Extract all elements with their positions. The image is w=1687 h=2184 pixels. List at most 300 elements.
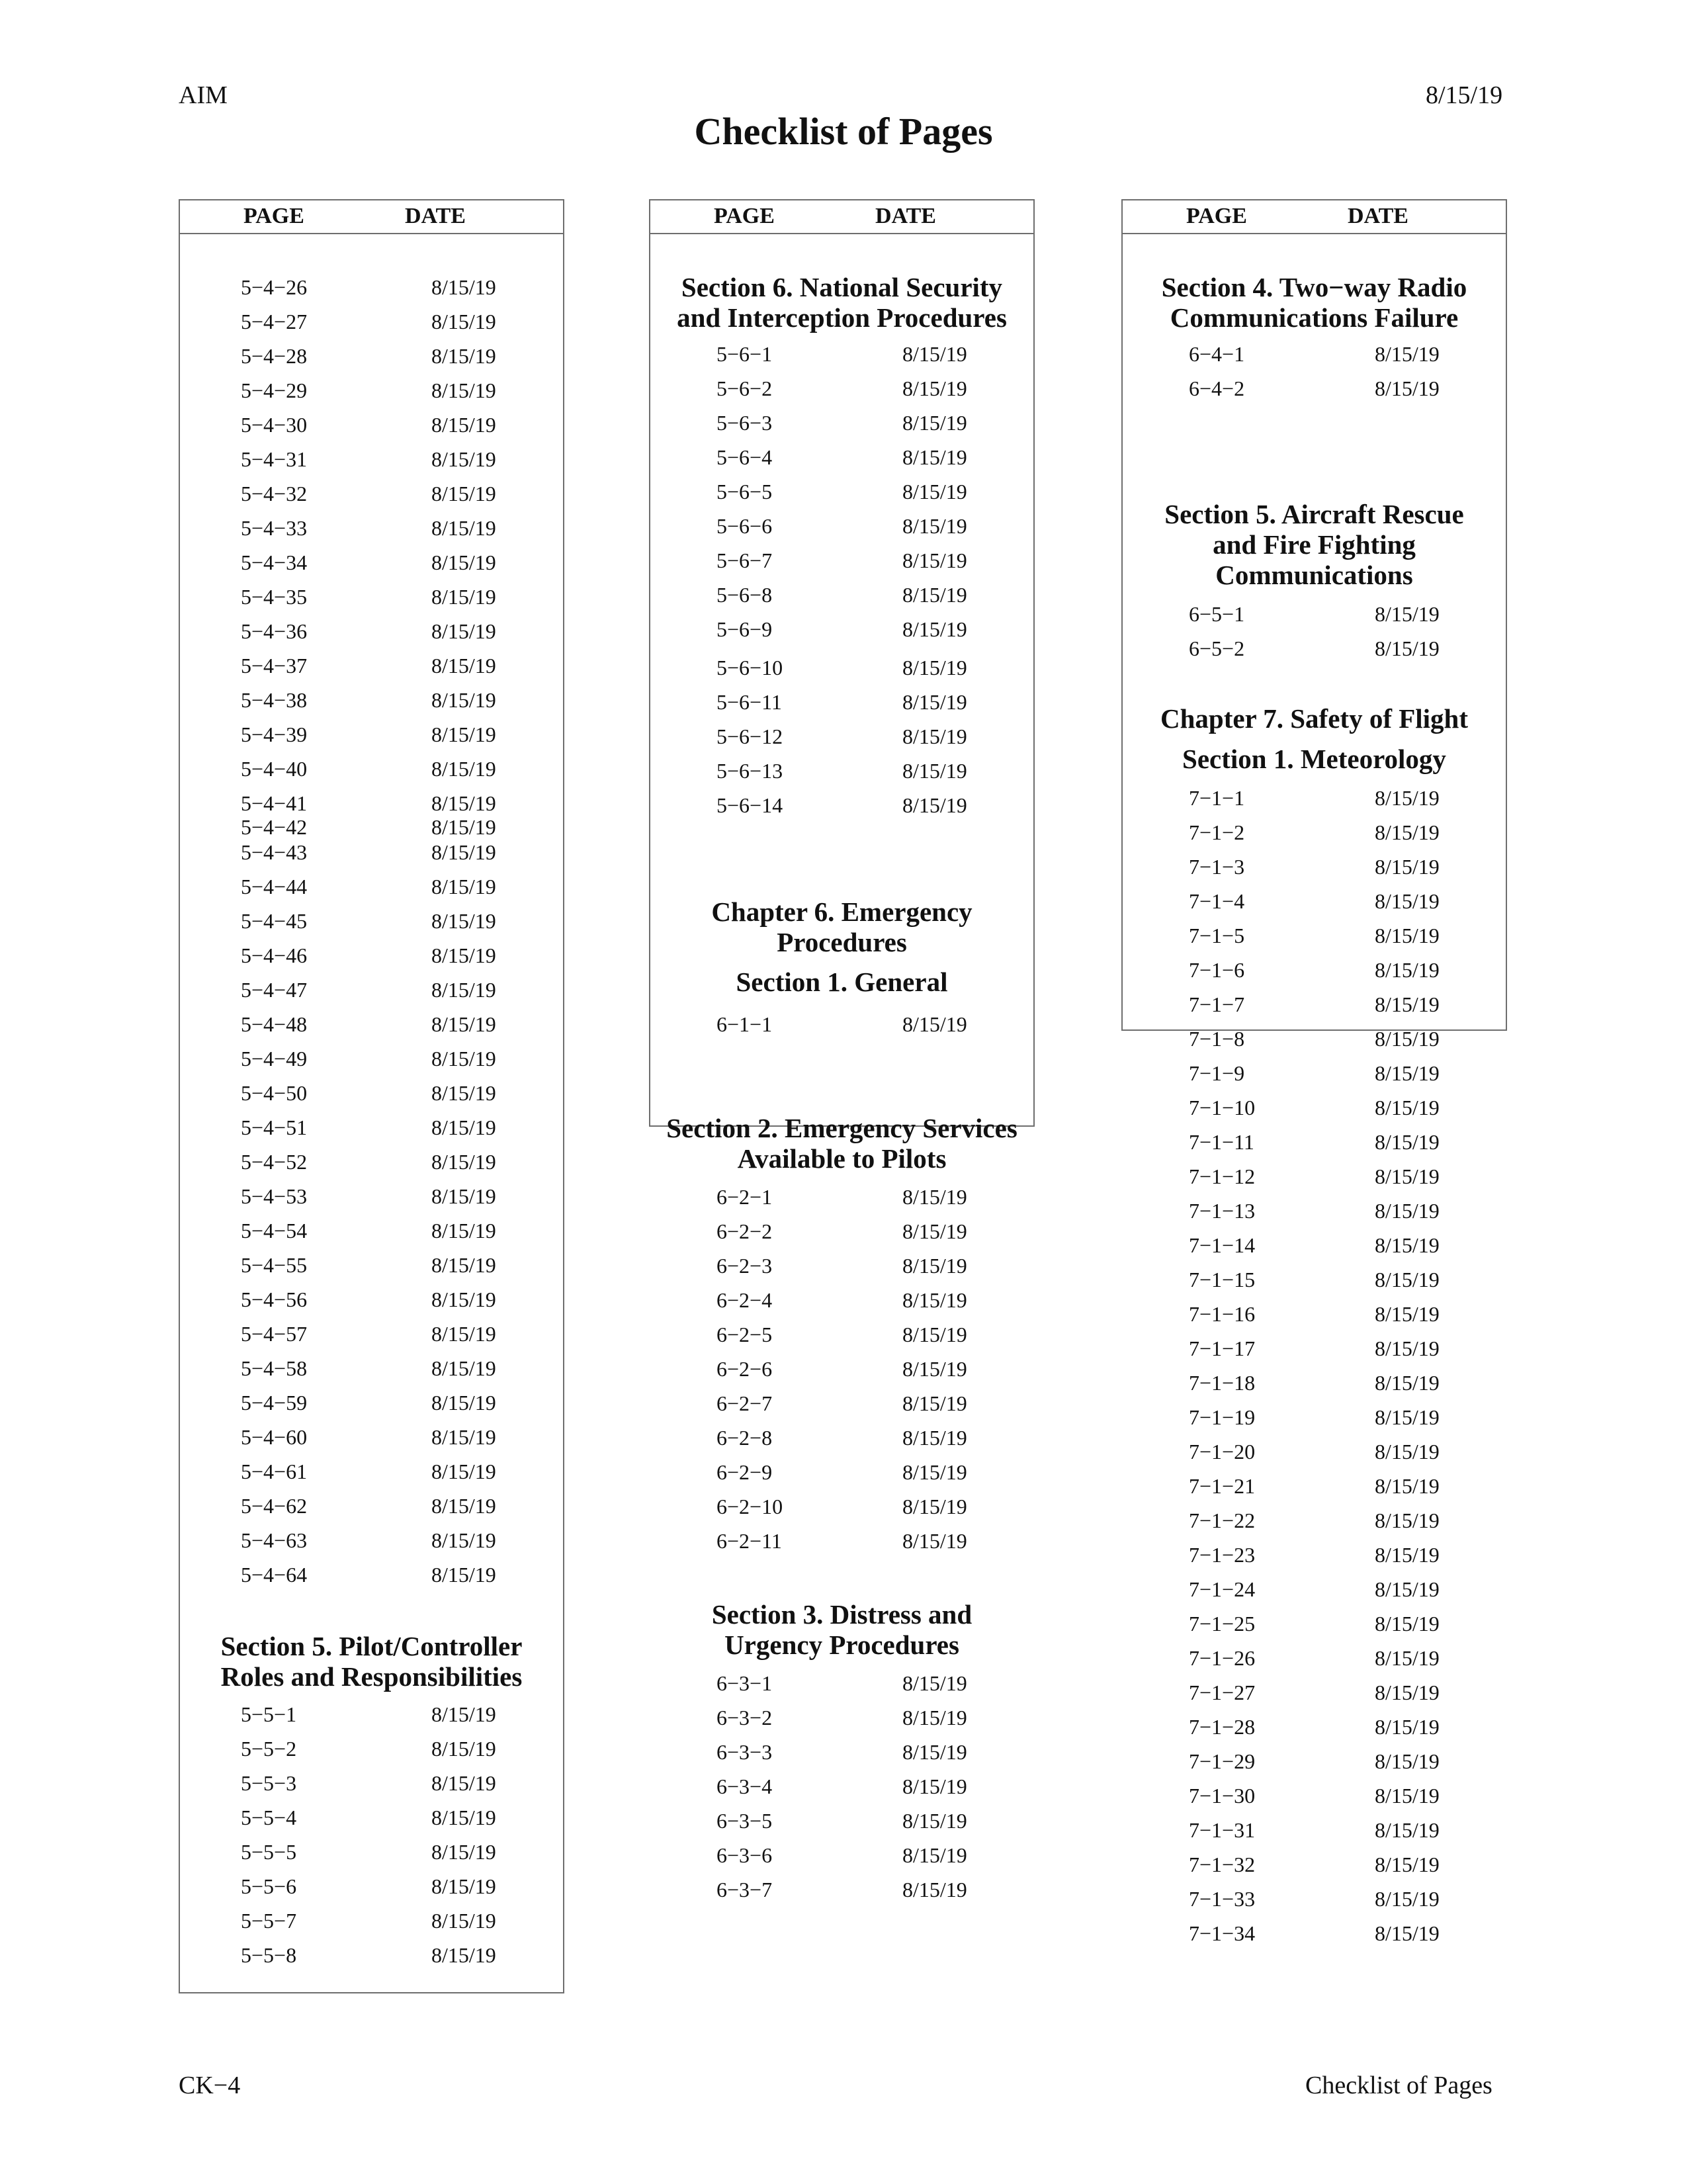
- page-date: 8/15/19: [431, 1874, 496, 1898]
- page-date: 8/15/19: [1375, 1130, 1440, 1154]
- page-date: 8/15/19: [1375, 1681, 1440, 1704]
- page-number: 5−5−5: [241, 1840, 297, 1864]
- section-heading: Section 1. Meteorology: [1182, 744, 1446, 774]
- page-date: 8/15/19: [1375, 1027, 1440, 1051]
- page-number: 7−1−17: [1189, 1336, 1256, 1360]
- page-number: 5−4−61: [241, 1460, 308, 1483]
- checklist-row: [180, 343, 563, 369]
- date-column-label: DATE: [875, 204, 936, 228]
- checklist-row: [180, 1011, 563, 1037]
- page-date: 8/15/19: [431, 1150, 496, 1174]
- checklist-row: [1123, 1886, 1506, 1912]
- checklist-row: [1123, 1714, 1506, 1740]
- page-date: 8/15/19: [902, 445, 967, 469]
- page-date: 8/15/19: [1375, 924, 1440, 947]
- checklist-row: [180, 1045, 563, 1072]
- checklist-row: [1123, 1129, 1506, 1155]
- page-number: 6−2−6: [716, 1357, 773, 1381]
- page-date: 8/15/19: [431, 1528, 496, 1552]
- page-date: 8/15/19: [902, 342, 967, 366]
- page-date: 8/15/19: [1375, 1061, 1440, 1085]
- checklist-row: [650, 478, 1033, 505]
- checklist-row: [180, 721, 563, 748]
- checklist-row: [1123, 1232, 1506, 1258]
- page-number: 5−4−42: [241, 815, 308, 839]
- checklist-row: [1123, 1370, 1506, 1396]
- page-date: 8/15/19: [431, 909, 496, 933]
- section-heading: Section 5. Pilot/Controller Roles and Responsibilities: [220, 1631, 523, 1692]
- page-date: 8/15/19: [431, 1184, 496, 1208]
- page-number: 5−4−26: [241, 275, 308, 299]
- page-number: 6−3−6: [716, 1843, 773, 1867]
- page-date: 8/15/19: [1375, 1749, 1440, 1773]
- checklist-row: [650, 1528, 1033, 1554]
- page-number: 5−6−5: [716, 480, 773, 503]
- checklist-row: [180, 377, 563, 404]
- page-number: 5−4−43: [241, 840, 308, 864]
- checklist-row: [1123, 635, 1506, 662]
- page-date: 8/15/19: [1375, 1302, 1440, 1326]
- checklist-row: [650, 616, 1033, 642]
- page-number: 6−3−1: [716, 1671, 773, 1695]
- checklist-row: [650, 689, 1033, 715]
- section-heading: Chapter 6. Emergency Procedures: [711, 896, 973, 957]
- checklist-row: [180, 977, 563, 1003]
- page-number: 5−4−63: [241, 1528, 308, 1552]
- checklist-row: [1123, 1198, 1506, 1224]
- page-date: 8/15/19: [1375, 786, 1440, 810]
- footer-page-number: CK−4: [179, 2072, 241, 2099]
- section-heading: Chapter 7. Safety of Flight: [1160, 703, 1468, 734]
- page-number: 5−4−41: [241, 791, 308, 815]
- page-date: 8/15/19: [1375, 1268, 1440, 1291]
- checklist-row: [650, 792, 1033, 818]
- page-number: 5−4−39: [241, 722, 308, 746]
- page-date: 8/15/19: [431, 978, 496, 1002]
- page-date: 8/15/19: [902, 1012, 967, 1036]
- checklist-row: [180, 839, 563, 865]
- checklist-row: [1123, 853, 1506, 880]
- page-number: 5−4−46: [241, 943, 308, 967]
- page-number: 5−4−35: [241, 585, 308, 609]
- page-number: 7−1−21: [1189, 1474, 1256, 1498]
- checklist-row: [650, 1252, 1033, 1279]
- page-date: 8/15/19: [431, 815, 496, 839]
- checklist-row: [650, 341, 1033, 367]
- page-number: 7−1−33: [1189, 1887, 1256, 1911]
- page-number: 7−1−3: [1189, 855, 1245, 879]
- page-date: 8/15/19: [1375, 1199, 1440, 1223]
- page-number: 7−1−2: [1189, 820, 1245, 844]
- checklist-row: [1123, 601, 1506, 627]
- checklist-column-1: [179, 199, 564, 1993]
- page-number: 6−2−10: [716, 1495, 783, 1518]
- page-number: 5−4−64: [241, 1563, 308, 1587]
- checklist-row: [1123, 1542, 1506, 1568]
- checklist-row: [180, 274, 563, 300]
- page-number: 5−4−54: [241, 1219, 308, 1243]
- page-number: 5−5−4: [241, 1806, 297, 1829]
- footer-title: Checklist of Pages: [1305, 2072, 1492, 2099]
- page-number: 7−1−13: [1189, 1199, 1256, 1223]
- page-number: 7−1−6: [1189, 958, 1245, 982]
- checklist-row: [650, 654, 1033, 681]
- page-number: 6−4−1: [1189, 342, 1245, 366]
- checklist-row: [180, 652, 563, 679]
- page-date: 8/15/19: [902, 759, 967, 783]
- page-date: 8/15/19: [431, 1356, 496, 1380]
- page-number: 5−6−13: [716, 759, 783, 783]
- page-number: 7−1−8: [1189, 1027, 1245, 1051]
- page-number: 7−1−25: [1189, 1612, 1256, 1636]
- page-date: 8/15/19: [1375, 1921, 1440, 1945]
- page-number: 5−4−50: [241, 1081, 308, 1105]
- page-date: 8/15/19: [902, 514, 967, 538]
- page-date: 8/15/19: [902, 1878, 967, 1901]
- header-date: 8/15/19: [1426, 81, 1503, 109]
- page-number: 7−1−14: [1189, 1233, 1256, 1257]
- page-number: 7−1−5: [1189, 924, 1245, 947]
- checklist-row: [650, 1493, 1033, 1520]
- checklist-row: [1123, 1094, 1506, 1121]
- page-date: 8/15/19: [431, 1460, 496, 1483]
- page-number: 5−4−32: [241, 482, 308, 505]
- page-number: 5−4−33: [241, 516, 308, 540]
- page-date: 8/15/19: [431, 447, 496, 471]
- page-number: 5−6−2: [716, 376, 773, 400]
- page-date: 8/15/19: [902, 1185, 967, 1209]
- page-number: 5−6−11: [716, 690, 782, 714]
- page-number: 6−1−1: [716, 1012, 773, 1036]
- page-date: 8/15/19: [431, 1563, 496, 1587]
- page-date: 8/15/19: [1375, 602, 1440, 626]
- checklist-row: [650, 1011, 1033, 1037]
- page-date: 8/15/19: [1375, 1474, 1440, 1498]
- checklist-row: [650, 513, 1033, 539]
- page-date: 8/15/19: [1375, 1543, 1440, 1567]
- checklist-row: [650, 444, 1033, 470]
- checklist-row: [180, 1735, 563, 1762]
- checklist-row: [1123, 957, 1506, 983]
- page-number: 5−4−53: [241, 1184, 308, 1208]
- page-number: 5−4−57: [241, 1322, 308, 1346]
- page-date: 8/15/19: [431, 943, 496, 967]
- checklist-row: [650, 1459, 1033, 1485]
- checklist-row: [180, 1770, 563, 1796]
- page-date: 8/15/19: [431, 1322, 496, 1346]
- column-header: [650, 200, 1033, 234]
- page-number: 7−1−20: [1189, 1440, 1256, 1463]
- page-date: 8/15/19: [902, 1529, 967, 1553]
- section-heading: Section 3. Distress and Urgency Procedures: [711, 1599, 973, 1660]
- page-number: 5−6−7: [716, 548, 773, 572]
- checklist-row: [650, 1218, 1033, 1245]
- page-date: 8/15/19: [902, 376, 967, 400]
- checklist-row: [180, 873, 563, 900]
- checklist-row: [180, 1149, 563, 1175]
- column-header: [1123, 200, 1506, 234]
- page-date: 8/15/19: [431, 378, 496, 402]
- page-date: 8/15/19: [1375, 376, 1440, 400]
- checklist-row: [650, 1670, 1033, 1696]
- page-date: 8/15/19: [431, 550, 496, 574]
- page-number: 7−1−12: [1189, 1164, 1256, 1188]
- section-heading: Section 5. Aircraft Rescue and Fire Fighting Communications: [1164, 499, 1464, 590]
- checklist-row: [1123, 1507, 1506, 1534]
- page-date: 8/15/19: [431, 1219, 496, 1243]
- checklist-row: [180, 1804, 563, 1831]
- page-number: 7−1−7: [1189, 992, 1245, 1016]
- page-number: 5−6−10: [716, 656, 783, 679]
- page-number: 7−1−23: [1189, 1543, 1256, 1567]
- page-date: 8/15/19: [902, 1254, 967, 1278]
- checklist-row: [1123, 1817, 1506, 1843]
- checklist-row: [1123, 1060, 1506, 1086]
- checklist-row: [650, 1773, 1033, 1800]
- column-header: [180, 200, 563, 234]
- page-date: 8/15/19: [431, 1943, 496, 1967]
- page-number: 5−4−47: [241, 978, 308, 1002]
- page-date: 8/15/19: [1375, 889, 1440, 913]
- page-number: 5−4−44: [241, 875, 308, 898]
- page-number: 7−1−29: [1189, 1749, 1256, 1773]
- page-date: 8/15/19: [1375, 1715, 1440, 1739]
- page-date: 8/15/19: [902, 1671, 967, 1695]
- page-date: 8/15/19: [431, 688, 496, 712]
- page-number: 5−6−9: [716, 617, 773, 641]
- page-date: 8/15/19: [902, 1495, 967, 1518]
- checklist-row: [650, 1390, 1033, 1417]
- page-number: 5−4−60: [241, 1425, 308, 1449]
- page-number: 5−4−56: [241, 1288, 308, 1311]
- checklist-row: [180, 1561, 563, 1588]
- page-date: 8/15/19: [902, 1357, 967, 1381]
- page-date: 8/15/19: [431, 1702, 496, 1726]
- page-number: 5−5−2: [241, 1737, 297, 1761]
- checklist-row: [650, 1184, 1033, 1210]
- checklist-row: [650, 723, 1033, 750]
- header-left: AIM: [179, 81, 228, 109]
- checklist-row: [180, 549, 563, 576]
- page-number: 6−4−2: [1189, 376, 1245, 400]
- page-date: 8/15/19: [431, 516, 496, 540]
- page-number: 5−5−3: [241, 1771, 297, 1795]
- checklist-row: [1123, 785, 1506, 811]
- page-number: 6−3−3: [716, 1740, 773, 1764]
- page-date: 8/15/19: [1375, 1371, 1440, 1395]
- page-number: 6−2−2: [716, 1219, 773, 1243]
- page-date: 8/15/19: [902, 1460, 967, 1484]
- page-number: 5−4−27: [241, 310, 308, 333]
- page-date: 8/15/19: [1375, 1164, 1440, 1188]
- page-date: 8/15/19: [431, 1737, 496, 1761]
- checklist-row: [180, 942, 563, 969]
- page-date: 8/15/19: [431, 1391, 496, 1415]
- page-date: 8/15/19: [902, 480, 967, 503]
- checklist-row: [180, 790, 563, 816]
- page-date: 8/15/19: [902, 1219, 967, 1243]
- checklist-row: [180, 687, 563, 713]
- page-number: 6−2−1: [716, 1185, 773, 1209]
- checklist-row: [180, 308, 563, 335]
- page-number: 7−1−11: [1189, 1130, 1254, 1154]
- checklist-row: [180, 1942, 563, 1968]
- page-date: 8/15/19: [1375, 1887, 1440, 1911]
- page-date: 8/15/19: [431, 482, 496, 505]
- checklist-row: [180, 1321, 563, 1347]
- checklist-row: [180, 1873, 563, 1900]
- checklist-row: [650, 1321, 1033, 1348]
- page-date: 8/15/19: [1375, 1853, 1440, 1876]
- page-date: 8/15/19: [1375, 1577, 1440, 1601]
- date-column-label: DATE: [405, 204, 466, 228]
- checklist-row: [180, 1907, 563, 1934]
- page-date: 8/15/19: [1375, 1612, 1440, 1636]
- page-date: 8/15/19: [431, 1425, 496, 1449]
- page-date: 8/15/19: [902, 656, 967, 679]
- page-number: 7−1−18: [1189, 1371, 1256, 1395]
- section-heading: Section 2. Emergency Services Available to Pilots: [666, 1113, 1017, 1174]
- checklist-row: [180, 1424, 563, 1450]
- page-date: 8/15/19: [902, 1740, 967, 1764]
- page-number: 7−1−9: [1189, 1061, 1245, 1085]
- checklist-row: [180, 814, 563, 840]
- checklist-row: [180, 1458, 563, 1485]
- page-date: 8/15/19: [1375, 342, 1440, 366]
- checklist-row: [650, 375, 1033, 402]
- page-date: 8/15/19: [902, 690, 967, 714]
- page-number: 5−4−31: [241, 447, 308, 471]
- page-number: 5−4−55: [241, 1253, 308, 1277]
- page-date: 8/15/19: [431, 1115, 496, 1139]
- page-date: 8/15/19: [1375, 1405, 1440, 1429]
- page-column-label: PAGE: [243, 204, 304, 228]
- checklist-row: [650, 410, 1033, 436]
- page-number: 5−6−3: [716, 411, 773, 435]
- page-number: 6−3−5: [716, 1809, 773, 1833]
- page-number: 6−2−5: [716, 1323, 773, 1346]
- page-number: 5−6−12: [716, 724, 783, 748]
- page-date: 8/15/19: [1375, 1508, 1440, 1532]
- page-date: 8/15/19: [1375, 1784, 1440, 1808]
- page-number: 5−4−34: [241, 550, 308, 574]
- page-number: 5−6−6: [716, 514, 773, 538]
- page-number: 5−6−1: [716, 342, 773, 366]
- checklist-row: [180, 1183, 563, 1209]
- checklist-row: [180, 480, 563, 507]
- checklist-row: [1123, 341, 1506, 367]
- checklist-row: [180, 756, 563, 782]
- page-date: 8/15/19: [431, 791, 496, 815]
- page-date: 8/15/19: [431, 840, 496, 864]
- page-date: 8/15/19: [431, 1909, 496, 1933]
- page-number: 7−1−16: [1189, 1302, 1256, 1326]
- page-date: 8/15/19: [1375, 958, 1440, 982]
- page-number: 5−5−6: [241, 1874, 297, 1898]
- checklist-row: [650, 547, 1033, 574]
- page-number: 6−5−1: [1189, 602, 1245, 626]
- checklist-row: [1123, 1404, 1506, 1430]
- page-date: 8/15/19: [1375, 1818, 1440, 1842]
- checklist-row: [1123, 1920, 1506, 1946]
- checklist-row: [180, 1527, 563, 1553]
- page-number: 6−3−7: [716, 1878, 773, 1901]
- page-date: 8/15/19: [1375, 1646, 1440, 1670]
- page-number: 5−4−49: [241, 1047, 308, 1070]
- checklist-row: [650, 1287, 1033, 1313]
- page-column-label: PAGE: [714, 204, 775, 228]
- checklist-row: [650, 1424, 1033, 1451]
- page-number: 7−1−32: [1189, 1853, 1256, 1876]
- checklist-row: [650, 1704, 1033, 1731]
- checklist-row: [1123, 1335, 1506, 1362]
- page-number: 6−2−8: [716, 1426, 773, 1450]
- page-number: 7−1−26: [1189, 1646, 1256, 1670]
- checklist-row: [650, 1356, 1033, 1382]
- page-number: 5−4−38: [241, 688, 308, 712]
- section-heading: Section 4. Two−way Radio Communications Failure: [1161, 272, 1467, 333]
- page-date: 8/15/19: [1375, 1096, 1440, 1119]
- page-date: 8/15/19: [902, 793, 967, 817]
- checklist-column-2: [649, 199, 1035, 1901]
- page-date: 8/15/19: [431, 310, 496, 333]
- page-number: 5−4−62: [241, 1494, 308, 1518]
- page-number: 6−2−9: [716, 1460, 773, 1484]
- page-number: 6−3−2: [716, 1706, 773, 1729]
- page-number: 5−4−59: [241, 1391, 308, 1415]
- checklist-row: [180, 1389, 563, 1416]
- checklist-row: [1123, 1473, 1506, 1499]
- page-date: 8/15/19: [902, 411, 967, 435]
- page-date: 8/15/19: [431, 875, 496, 898]
- page-number: 6−2−11: [716, 1529, 782, 1553]
- date-column-label: DATE: [1348, 204, 1408, 228]
- checklist-row: [1123, 1679, 1506, 1706]
- page-date: 8/15/19: [902, 583, 967, 607]
- page-number: 5−4−36: [241, 619, 308, 643]
- checklist-row: [1123, 922, 1506, 949]
- checklist-row: [180, 515, 563, 541]
- page-number: 7−1−1: [1189, 786, 1245, 810]
- checklist-row: [1123, 1026, 1506, 1052]
- checklist-row: [180, 1839, 563, 1865]
- page-date: 8/15/19: [431, 1771, 496, 1795]
- checklist-row: [180, 908, 563, 934]
- page-number: 5−4−45: [241, 909, 308, 933]
- page-date: 8/15/19: [431, 585, 496, 609]
- page-number: 7−1−30: [1189, 1784, 1256, 1808]
- page-date: 8/15/19: [431, 1012, 496, 1036]
- page-date: 8/15/19: [902, 1843, 967, 1867]
- page-number: 7−1−24: [1189, 1577, 1256, 1601]
- page-number: 5−4−48: [241, 1012, 308, 1036]
- checklist-row: [180, 584, 563, 610]
- page-date: 8/15/19: [431, 275, 496, 299]
- page-date: 8/15/19: [1375, 1440, 1440, 1463]
- page-number: 5−6−4: [716, 445, 773, 469]
- page-date: 8/15/19: [902, 724, 967, 748]
- page-date: 8/15/19: [902, 548, 967, 572]
- page-date: 8/15/19: [431, 722, 496, 746]
- checklist-row: [180, 1286, 563, 1313]
- checklist-row: [1123, 1851, 1506, 1878]
- checklist-row: [1123, 1266, 1506, 1293]
- page-number: 7−1−4: [1189, 889, 1245, 913]
- page-date: 8/15/19: [431, 1840, 496, 1864]
- page-date: 8/15/19: [431, 1253, 496, 1277]
- checklist-row: [1123, 1576, 1506, 1602]
- checklist-row: [1123, 1163, 1506, 1190]
